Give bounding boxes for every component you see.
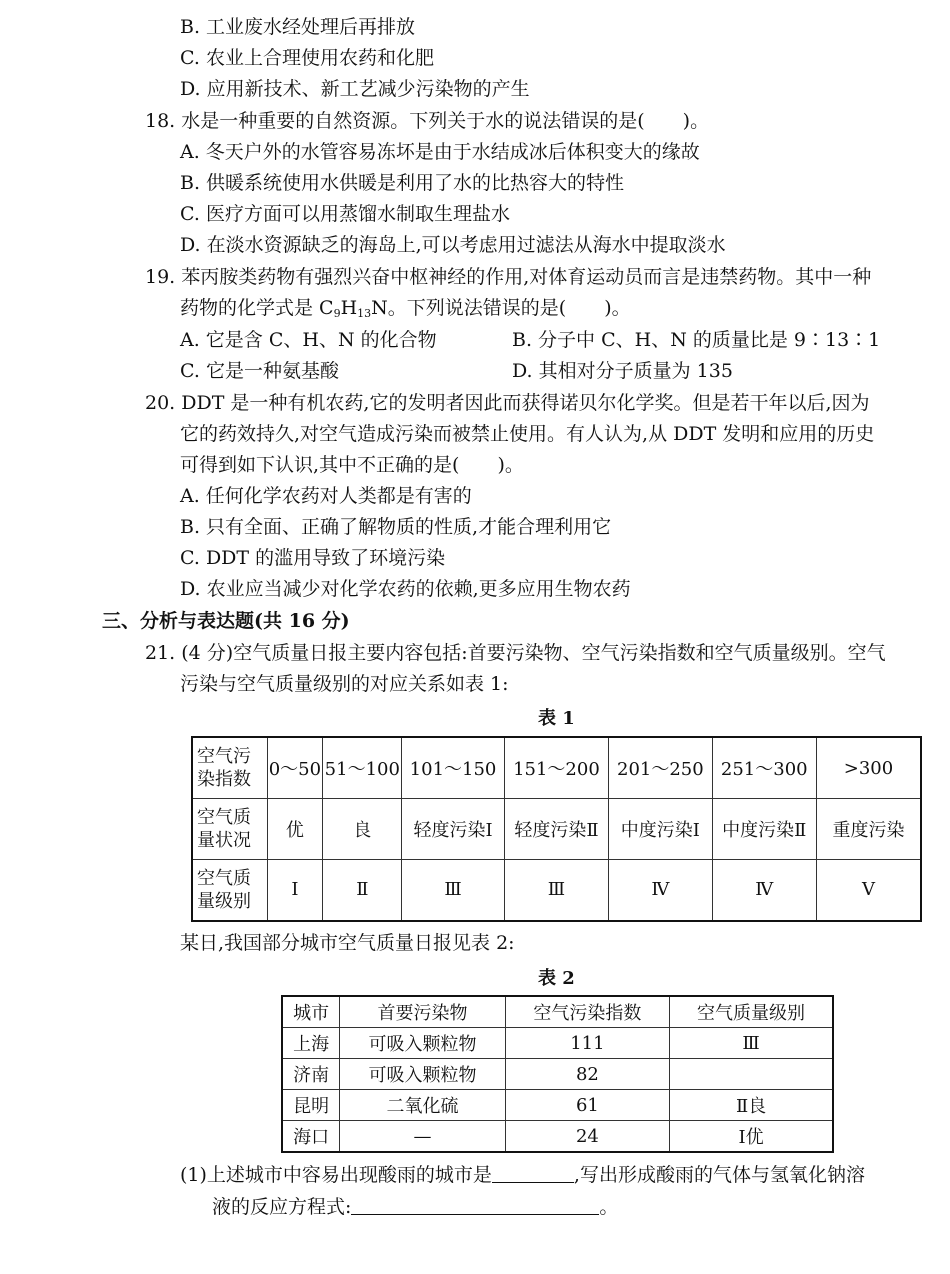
option-b: B. 工业废水经处理后再排放 <box>180 16 416 38</box>
table2-cell: 海口 <box>282 1121 340 1153</box>
sub1-text-b: ,写出形成酸雨的气体与氢氧化钠溶 <box>573 1164 865 1186</box>
table-2 <box>281 995 834 1153</box>
table2-header: 城市 <box>282 996 340 1028</box>
table2-row <box>282 1059 833 1090</box>
question-18: 18. 水是一种重要的自然资源。下列关于水的说法错误的是( )。 <box>145 110 710 132</box>
table2-row <box>282 1028 833 1059</box>
table1-cell: 轻度污染Ⅱ <box>504 799 608 860</box>
table1-cell: 251～300 <box>712 737 816 799</box>
q18-option-a: A. 冬天户外的水管容易冻坏是由于水结成冰后体积变大的缘故 <box>180 141 700 163</box>
table2-row <box>282 1090 833 1121</box>
question-19-line2 <box>180 295 631 327</box>
question-20-line3: 可得到如下认识,其中不正确的是( )。 <box>180 454 524 476</box>
table2-cell: 61 <box>505 1090 669 1121</box>
table2-cell: Ⅲ <box>670 1028 833 1059</box>
q19-option-b: B. 分子中 C、H、N 的质量比是 9∶13∶1 <box>512 329 881 351</box>
table1-cell: Ⅱ <box>323 859 402 921</box>
table1-cell: Ⅴ <box>816 859 921 921</box>
table1-cell: 轻度污染Ⅰ <box>402 799 504 860</box>
table2-row <box>282 1121 833 1153</box>
section-3-heading: 三、分析与表达题(共 16 分) <box>102 610 350 632</box>
subscript-9: 9 <box>333 307 341 320</box>
table2-cell: Ⅱ良 <box>670 1090 833 1121</box>
q20-option-a: A. 任何化学农药对人类都是有害的 <box>180 485 472 507</box>
table1-cell: 201～250 <box>609 737 712 799</box>
q19-text-a: 药物的化学式是 C <box>180 297 334 319</box>
table1-cell: 重度污染 <box>816 799 921 860</box>
sub1-text-d: 。 <box>599 1196 619 1218</box>
sub1-text-c: 液的反应方程式: <box>212 1196 352 1218</box>
table1-cell: 空气质量级别 <box>192 859 267 921</box>
table1-cell: Ⅲ <box>504 859 608 921</box>
sub1-text-a: (1)上述城市中容易出现酸雨的城市是 <box>180 1164 492 1186</box>
sub-question-1 <box>180 1162 865 1188</box>
question-19: 19. 苯丙胺类药物有强烈兴奋中枢神经的作用,对体育运动员而言是违禁药物。其中一种 <box>145 266 872 288</box>
table2-cell: 24 <box>505 1121 669 1153</box>
q19-option-c: C. 它是一种氨基酸 <box>180 360 339 382</box>
sub-question-1-line2 <box>212 1194 618 1220</box>
table1-row <box>192 859 921 921</box>
table1-cell: 51～100 <box>323 737 402 799</box>
table1-caption: 表 1 <box>538 708 575 729</box>
table1-cell: 良 <box>323 799 402 860</box>
table1-cell: 151～200 <box>504 737 608 799</box>
table2-cell: 可吸入颗粒物 <box>340 1028 505 1059</box>
q19-option-d: D. 其相对分子质量为 135 <box>512 360 733 382</box>
table2-header-row <box>282 996 833 1028</box>
q18-option-d: D. 在淡水资源缺乏的海岛上,可以考虑用过滤法从海水中提取淡水 <box>180 234 726 256</box>
subscript-13: 13 <box>357 307 372 320</box>
q20-option-b: B. 只有全面、正确了解物质的性质,才能合理利用它 <box>180 516 612 538</box>
q20-option-d: D. 农业应当减少对化学农药的依赖,更多应用生物农药 <box>180 578 631 600</box>
table1-cell: Ⅲ <box>402 859 504 921</box>
q18-option-b: B. 供暖系统使用水供暖是利用了水的比热容大的特性 <box>180 172 625 194</box>
table1-cell: 101～150 <box>402 737 504 799</box>
q19-text-b: H <box>340 297 358 319</box>
table1-cell: Ⅳ <box>609 859 712 921</box>
table2-cell: 111 <box>505 1028 669 1059</box>
table1-row <box>192 799 921 860</box>
table2-header: 首要污染物 <box>340 996 505 1028</box>
question-21-line2: 污染与空气质量级别的对应关系如表 1: <box>180 673 509 695</box>
question-21: 21. (4 分)空气质量日报主要内容包括:首要污染物、空气污染指数和空气质量级别。空气 <box>145 642 886 664</box>
q19-option-a: A. 它是含 C、H、N 的化合物 <box>180 329 437 351</box>
answer-blank-city[interactable] <box>492 1164 574 1183</box>
table1-cell: 中度污染Ⅰ <box>609 799 712 860</box>
table1-row <box>192 737 921 799</box>
table2-cell: 上海 <box>282 1028 340 1059</box>
table2-cell: 82 <box>505 1059 669 1090</box>
q19-text-c: N。下列说法错误的是( )。 <box>371 297 631 319</box>
table2-caption: 表 2 <box>538 968 575 989</box>
table-1 <box>191 736 922 922</box>
table1-cell: 空气污染指数 <box>192 737 267 799</box>
table1-cell: >300 <box>816 737 921 799</box>
table1-cell: Ⅳ <box>712 859 816 921</box>
table1-cell: 中度污染Ⅱ <box>712 799 816 860</box>
table2-cell: 可吸入颗粒物 <box>340 1059 505 1090</box>
table2-header: 空气质量级别 <box>670 996 833 1028</box>
option-d: D. 应用新技术、新工艺减少污染物的产生 <box>180 78 530 100</box>
question-20: 20. DDT 是一种有机农药,它的发明者因此而获得诺贝尔化学奖。但是若干年以后,因为 <box>145 392 870 414</box>
table1-cell: Ⅰ <box>267 859 323 921</box>
question-20-line2: 它的药效持久,对空气造成污染而被禁止使用。有人认为,从 DDT 发明和应用的历史 <box>180 423 875 445</box>
table1-cell: 0～50 <box>267 737 323 799</box>
table2-cell <box>670 1059 833 1090</box>
q18-option-c: C. 医疗方面可以用蒸馏水制取生理盐水 <box>180 203 510 225</box>
table1-cell: 空气质量状况 <box>192 799 267 860</box>
table1-cell: 优 <box>267 799 323 860</box>
table2-cell: 昆明 <box>282 1090 340 1121</box>
table2-intro: 某日,我国部分城市空气质量日报见表 2: <box>180 932 515 954</box>
table2-header: 空气污染指数 <box>505 996 669 1028</box>
table2-cell: 济南 <box>282 1059 340 1090</box>
table2-cell: 二氧化硫 <box>340 1090 505 1121</box>
option-c: C. 农业上合理使用农药和化肥 <box>180 47 434 69</box>
answer-blank-equation[interactable] <box>351 1196 599 1215</box>
q20-option-c: C. DDT 的滥用导致了环境污染 <box>180 547 446 569</box>
table2-cell: Ⅰ优 <box>670 1121 833 1153</box>
table2-cell: — <box>340 1121 505 1153</box>
